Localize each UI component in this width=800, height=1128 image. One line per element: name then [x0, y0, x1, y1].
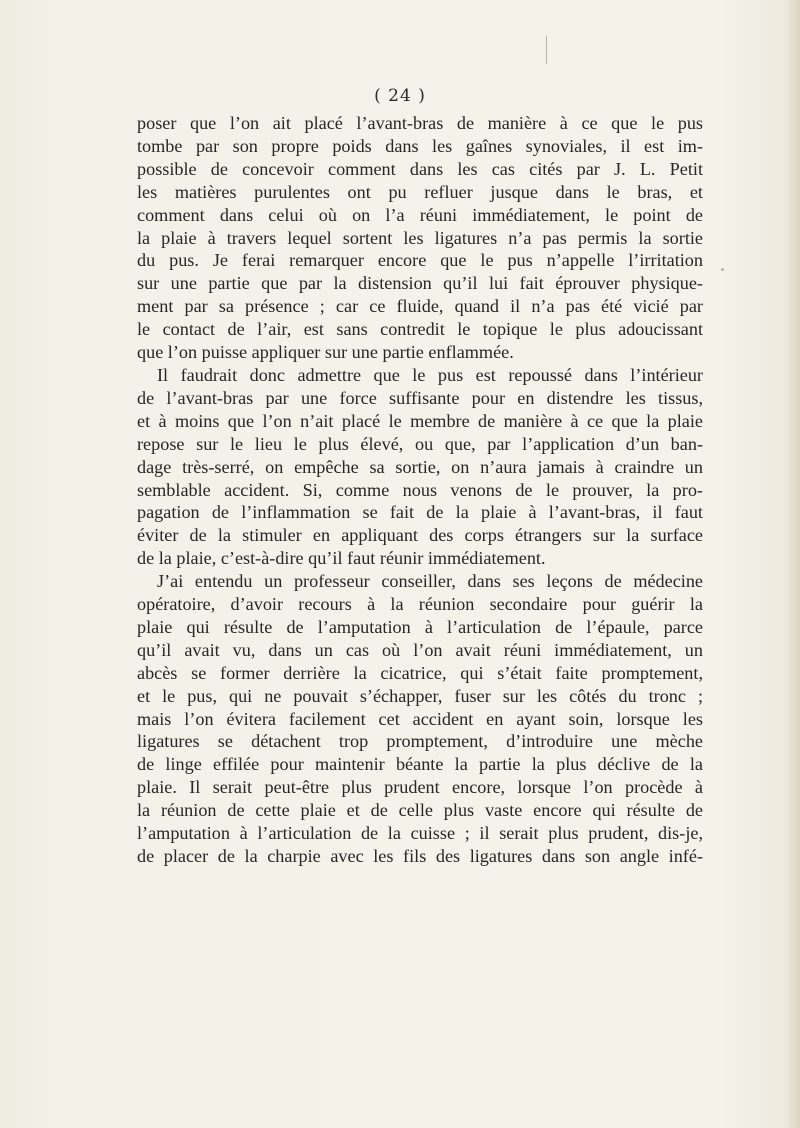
text-line: qu’il avait vu, dans un cas où l’on avait réuni immédiatement, un	[137, 639, 703, 660]
text-line: opératoire, d’avoir recours à la réunion secondaire pour guérir la	[137, 594, 703, 615]
text-line: l’amputation à l’articulation de la cuisse ; il serait plus prudent, dis-je,	[137, 823, 703, 844]
text-line: de l’avant-bras par une force suffisante pour en distendre les tissus,	[137, 387, 703, 408]
text-line: du pus. Je ferai remarquer encore que le pus n’appelle l’irritation	[137, 250, 703, 271]
text-line: tombe par son propre poids dans les gaînes synoviales, il est im-	[137, 135, 703, 156]
margin-mark	[546, 36, 547, 64]
text-line: de linge effilée pour maintenir béante la partie la plus déclive de la	[137, 754, 703, 775]
page-edge-shadow	[786, 0, 800, 1128]
text-line: et le pus, qui ne pouvait s’échapper, fuser sur les côtés du tronc ;	[137, 685, 703, 706]
text-line: les matières purulentes ont pu refluer jusque dans le bras, et	[137, 181, 703, 202]
text-line: pagation de l’inflammation se fait de la plaie à l’avant-bras, il faut	[137, 502, 703, 523]
text-line: J’ai entendu un professeur conseiller, dans ses leçons de médecine	[157, 571, 703, 592]
text-line: la plaie à travers lequel sortent les ligatures n’a pas permis la sortie	[137, 227, 703, 248]
text-line: repose sur le lieu le plus élevé, ou que, par l’application d’un ban-	[137, 433, 703, 454]
text-line: comment dans celui où on l’a réuni immédiatement, le point de	[137, 204, 703, 225]
text-line: ligatures se détachent trop promptement, d’introduire une mèche	[137, 731, 703, 752]
text-line: plaie qui résulte de l’amputation à l’articulation de l’épaule, parce	[137, 616, 703, 637]
ink-speck	[721, 268, 724, 271]
body-text	[137, 112, 703, 868]
text-line: le contact de l’air, est sans contredit le topique le plus adoucissant	[137, 319, 703, 340]
text-line: mais l’on évitera facilement cet accident en ayant soin, lorsque les	[137, 708, 703, 729]
text-line: Il faudrait donc admettre que le pus est repoussé dans l’intérieur	[157, 364, 703, 385]
text-line: dage très-serré, on empêche sa sortie, on n’aura jamais à craindre un	[137, 456, 703, 477]
text-line: et à moins que l’on n’ait placé le membre de manière à ce que la plaie	[137, 410, 703, 431]
text-line: la réunion de cette plaie et de celle plus vaste encore qui résulte de	[137, 800, 703, 821]
text-line: de placer de la charpie avec les fils des ligatures dans son angle infé-	[137, 846, 703, 866]
page-number: ( 24 )	[374, 86, 426, 106]
text-line: poser que l’on ait placé l’avant-bras de manière à ce que le pus	[137, 113, 703, 133]
text-line: ment par sa présence ; car ce fluide, quand il n’a pas été vicié par	[137, 296, 703, 317]
text-line: semblable accident. Si, comme nous venons de le prouver, la pro-	[137, 479, 703, 500]
text-line: possible de concevoir comment dans les cas cités par J. L. Petit	[137, 158, 703, 179]
text-line: sur une partie que par la distension qu’il lui fait éprouver physique-	[137, 273, 703, 294]
text-line: plaie. Il serait peut-être plus prudent encore, lorsque l’on procède à	[137, 777, 703, 798]
text-line: abcès se former derrière la cicatrice, qui s’était faite promptement,	[137, 662, 703, 683]
text-line: de la plaie, c’est-à-dire qu’il faut réunir immédiatement.	[137, 548, 546, 569]
text-line: éviter de la stimuler en appliquant des corps étrangers sur la surface	[137, 525, 703, 546]
text-line: que l’on puisse appliquer sur une partie enflammée.	[137, 342, 514, 363]
